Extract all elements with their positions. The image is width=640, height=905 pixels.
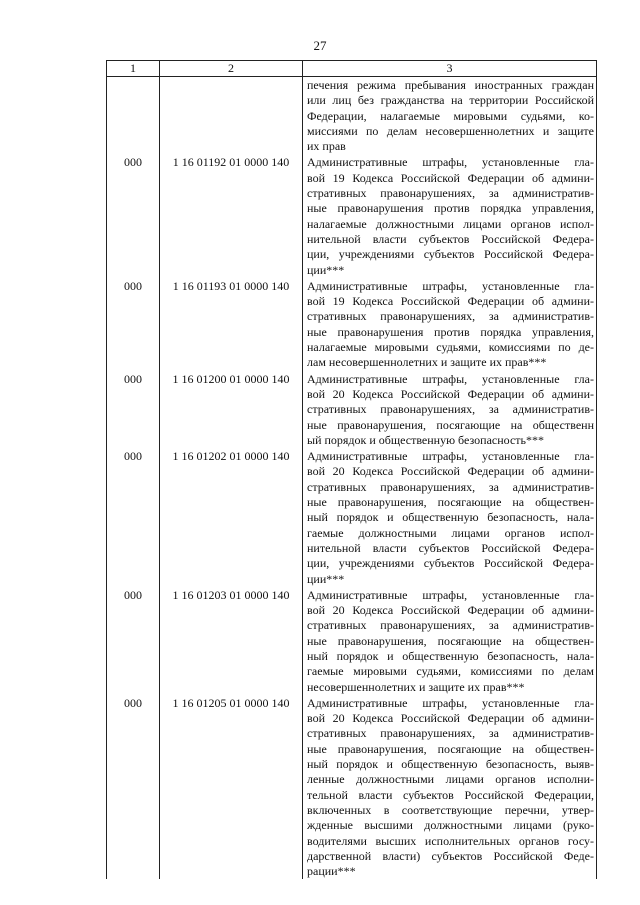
description-line: стративных правонарушениях, за административ- [307, 186, 594, 201]
admin-code-cell [107, 77, 160, 155]
description-line: вой 19 Кодекса Российской Федерации об админи- [307, 170, 594, 185]
description-line: ные правонарушения против порядка управления, [307, 201, 594, 216]
description-line: ные правонарушения против порядка управления, [307, 324, 594, 339]
column-header-2: 2 [160, 61, 303, 77]
description-line: ные правонарушения, посягающие на общественн [307, 417, 594, 432]
table-row [107, 587, 597, 695]
table-row [107, 695, 597, 880]
description-line: ции*** [307, 571, 345, 586]
table-header-row [107, 61, 597, 77]
table-row [107, 278, 597, 371]
page-number: 27 [313, 38, 327, 53]
table-row [107, 154, 597, 277]
description-line: печения режима пребывания иностранных граждан [307, 78, 594, 92]
column-header-3: 3 [303, 61, 597, 77]
description-line: ные правонарушения, посягающие на обществен- [307, 633, 594, 648]
description-line: лам несовершеннолетних и защите их прав*** [307, 355, 547, 370]
description-line: стративных правонарушениях, за административ- [307, 309, 594, 324]
description-line: стративных правонарушениях, за административ- [307, 479, 594, 494]
description-line: дарственной власти) субъектов Российской Феде- [307, 848, 594, 863]
description-line: миссиями по делам несовершеннолетних и защите [307, 123, 594, 138]
description-cell [303, 278, 597, 371]
description-cell [303, 77, 597, 155]
description-line: нительной власти субъектов Российской Федера- [307, 540, 594, 555]
admin-code-cell: 000 [107, 695, 160, 880]
description-line: вой 20 Кодекса Российской Федерации об админи- [307, 386, 594, 401]
admin-code-cell: 000 [107, 278, 160, 371]
budget-code-cell: 1 16 01203 01 0000 140 [160, 587, 303, 695]
description-cell [303, 695, 597, 880]
description-line: ции, учреждениями субъектов Российской Федера- [307, 247, 594, 262]
description-line: гаемые мировыми судьями, комиссиями по делам [307, 664, 594, 679]
admin-code-cell: 000 [107, 587, 160, 695]
admin-code-cell: 000 [107, 371, 160, 448]
description-line: ции, учреждениями субъектов Российской Федера- [307, 556, 594, 571]
description-cell [303, 448, 597, 587]
description-line: ный порядок и общественную безопасность, выяв- [307, 757, 594, 772]
budget-code-cell: 1 16 01202 01 0000 140 [160, 448, 303, 587]
description-line: налагаемые должностными лицами органов испол- [307, 216, 594, 231]
description-line: вой 20 Кодекса Российской Федерации об админи- [307, 711, 594, 726]
description-line: ный порядок и общественную безопасность, нала- [307, 510, 594, 525]
continuation-row [107, 77, 597, 155]
description-line: вой 20 Кодекса Российской Федерации об админи- [307, 464, 594, 479]
description-line: тельной власти субъектов Российской Федерации, [307, 787, 594, 802]
description-line: жденные высшими должностными лицами (руко- [307, 818, 594, 833]
description-line: водителями высших исполнительных органов госу- [307, 833, 594, 848]
table-row [107, 448, 597, 587]
description-line: ый порядок и общественную безопасность*** [307, 432, 544, 447]
description-line: ные правонарушения, посягающие на обществен- [307, 495, 594, 510]
description-line: Административные штрафы, установленные гла- [307, 587, 594, 602]
description-line: вой 19 Кодекса Российской Федерации об админи- [307, 294, 594, 309]
description-line: рации*** [307, 864, 356, 879]
description-line: ные правонарушения, посягающие на обществен- [307, 741, 594, 756]
description-line: Административные штрафы, установленные гла- [307, 155, 594, 170]
table-body [107, 77, 597, 880]
table-row [107, 371, 597, 448]
description-line: или лиц без гражданства на территории Российской [307, 93, 594, 108]
description-cell [303, 587, 597, 695]
budget-code-cell [160, 77, 303, 155]
budget-code-cell: 1 16 01193 01 0000 140 [160, 278, 303, 371]
description-line: налагаемые мировыми судьями, комиссиями по де- [307, 340, 594, 355]
budget-code-cell: 1 16 01200 01 0000 140 [160, 371, 303, 448]
description-line: Федерации, налагаемые мировыми судьями, ко- [307, 108, 594, 123]
budget-code-cell: 1 16 01192 01 0000 140 [160, 154, 303, 277]
description-line: ции*** [307, 262, 345, 277]
description-line: нительной власти субъектов Российской Федера- [307, 231, 594, 246]
description-line: Административные штрафы, установленные гла- [307, 278, 594, 293]
description-line: стративных правонарушениях, за административ- [307, 402, 594, 417]
budget-code-cell: 1 16 01205 01 0000 140 [160, 695, 303, 880]
description-line: Административные штрафы, установленные гла- [307, 449, 594, 464]
description-line: стративных правонарушениях, за административ- [307, 726, 594, 741]
description-line: Административные штрафы, установленные гла- [307, 695, 594, 710]
description-line: ный порядок и общественную безопасность, нала- [307, 648, 594, 663]
column-header-1: 1 [107, 61, 160, 77]
admin-code-cell: 000 [107, 448, 160, 587]
description-cell [303, 371, 597, 448]
description-line: гаемые должностными лицами органов испол- [307, 525, 594, 540]
description-line: ленные должностными лицами органов исполни- [307, 772, 594, 787]
description-line: стративных правонарушениях, за административ- [307, 618, 594, 633]
description-cell [303, 154, 597, 277]
income-codes-table [106, 60, 597, 879]
description-line: Административные штрафы, установленные гла- [307, 371, 594, 386]
description-line: включенных в соответствующие перечни, утвер- [307, 802, 594, 817]
description-line: вой 20 Кодекса Российской Федерации об админи- [307, 603, 594, 618]
description-line: несовершеннолетних и защите их прав*** [307, 679, 525, 694]
description-line: их прав [307, 139, 346, 154]
admin-code-cell: 000 [107, 154, 160, 277]
